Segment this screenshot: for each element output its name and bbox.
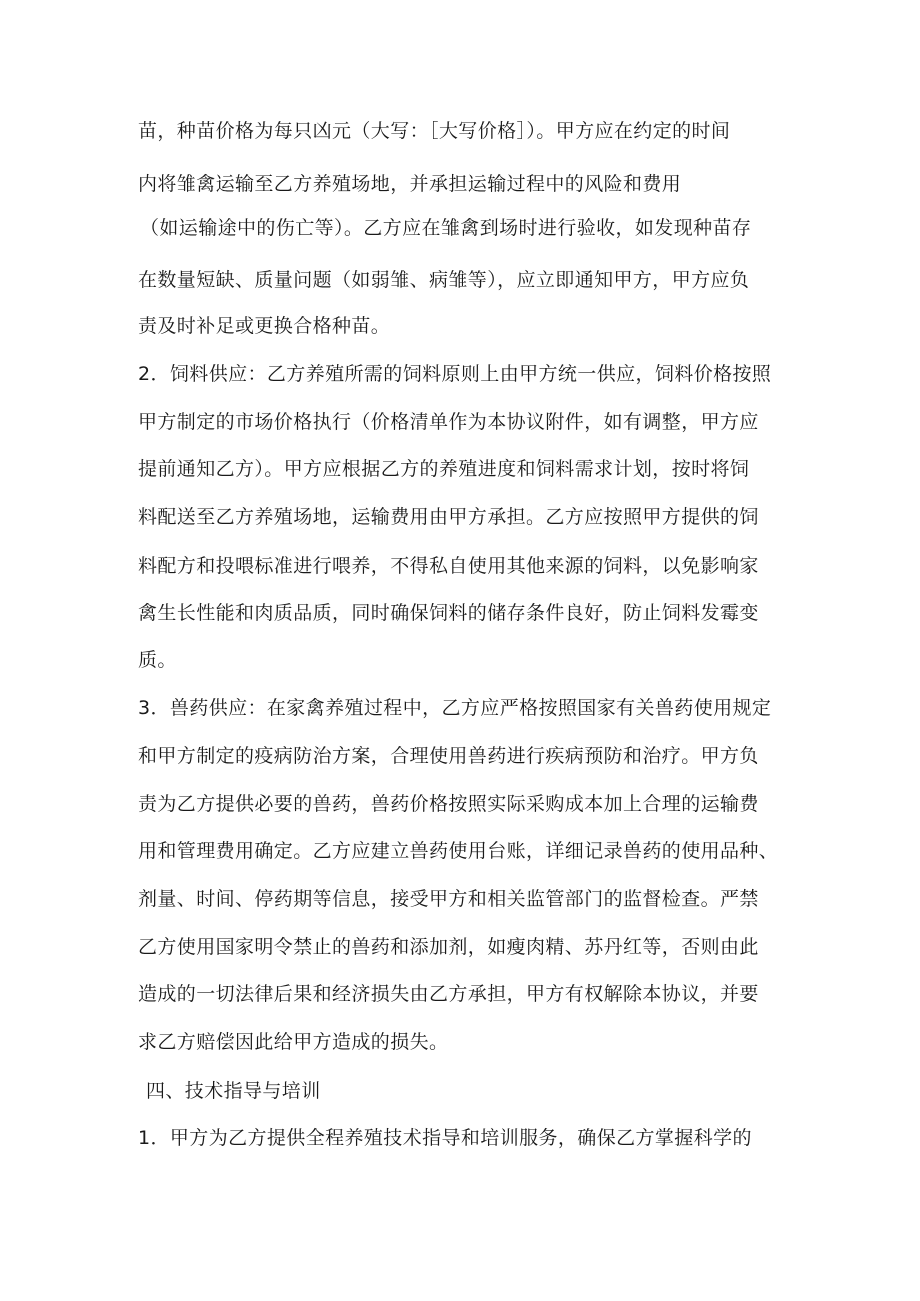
text-line: 3．兽药供应：在家禽养殖过程中，乙方应严格按照国家有关兽药使用规定	[138, 697, 772, 719]
text-line: 料配送至乙方养殖场地，运输费用由甲方承担。乙方应按照甲方提供的饲	[138, 506, 759, 528]
text-line: 剂量、时间、停药期等信息，接受甲方和相关监管部门的监督检查。严禁	[138, 888, 759, 910]
text-line: 内将雏禽运输至乙方养殖场地，并承担运输过程中的风险和费用	[138, 173, 682, 195]
text-line: 禽生长性能和肉质品质，同时确保饲料的储存条件良好，防止饲料发霉变	[138, 602, 759, 624]
text-line: 责为乙方提供必要的兽药，兽药价格按照实际采购成本加上合理的运输费	[138, 793, 759, 815]
text-line: 在数量短缺、质量问题（如弱雏、病雏等），应立即通知甲方，甲方应负	[138, 269, 750, 291]
text-line: 料配方和投喂标准进行喂养，不得私自使用其他来源的饲料，以免影响家	[138, 555, 759, 577]
text-line: （如运输途中的伤亡等）。乙方应在雏禽到场时进行验收，如发现种苗存	[140, 217, 752, 239]
text-line: 1．甲方为乙方提供全程养殖技术指导和培训服务，确保乙方掌握科学的	[138, 1127, 752, 1149]
section-heading: 四、技术指导与培训	[146, 1080, 321, 1102]
text-line: 造成的一切法律后果和经济损失由乙方承担，甲方有权解除本协议，并要	[138, 983, 759, 1005]
text-line: 质。	[138, 649, 177, 671]
text-line: 2．饲料供应：乙方养殖所需的饲料原则上由甲方统一供应，饲料价格按照	[138, 363, 772, 385]
text-line: 提前通知乙方）。甲方应根据乙方的养殖进度和饲料需求计划，按时将饲	[138, 458, 750, 480]
text-line: 责及时补足或更换合格种苗。	[138, 315, 391, 337]
text-line: 求乙方赔偿因此给甲方造成的损失。	[138, 1031, 449, 1053]
text-line: 乙方使用国家明令禁止的兽药和添加剂，如瘦肉精、苏丹红等，否则由此	[138, 936, 759, 958]
text-line: 和甲方制定的疫病防治方案，合理使用兽药进行疾病预防和治疗。甲方负	[138, 745, 759, 767]
text-line: 用和管理费用确定。乙方应建立兽药使用台账，详细记录兽药的使用品种、	[138, 840, 779, 862]
text-line: 苗，种苗价格为每只凶元（大写：［大写价格］）。甲方应在约定的时间	[138, 120, 731, 142]
text-line: 甲方制定的市场价格执行（价格清单作为本协议附件，如有调整，甲方应	[138, 411, 759, 433]
